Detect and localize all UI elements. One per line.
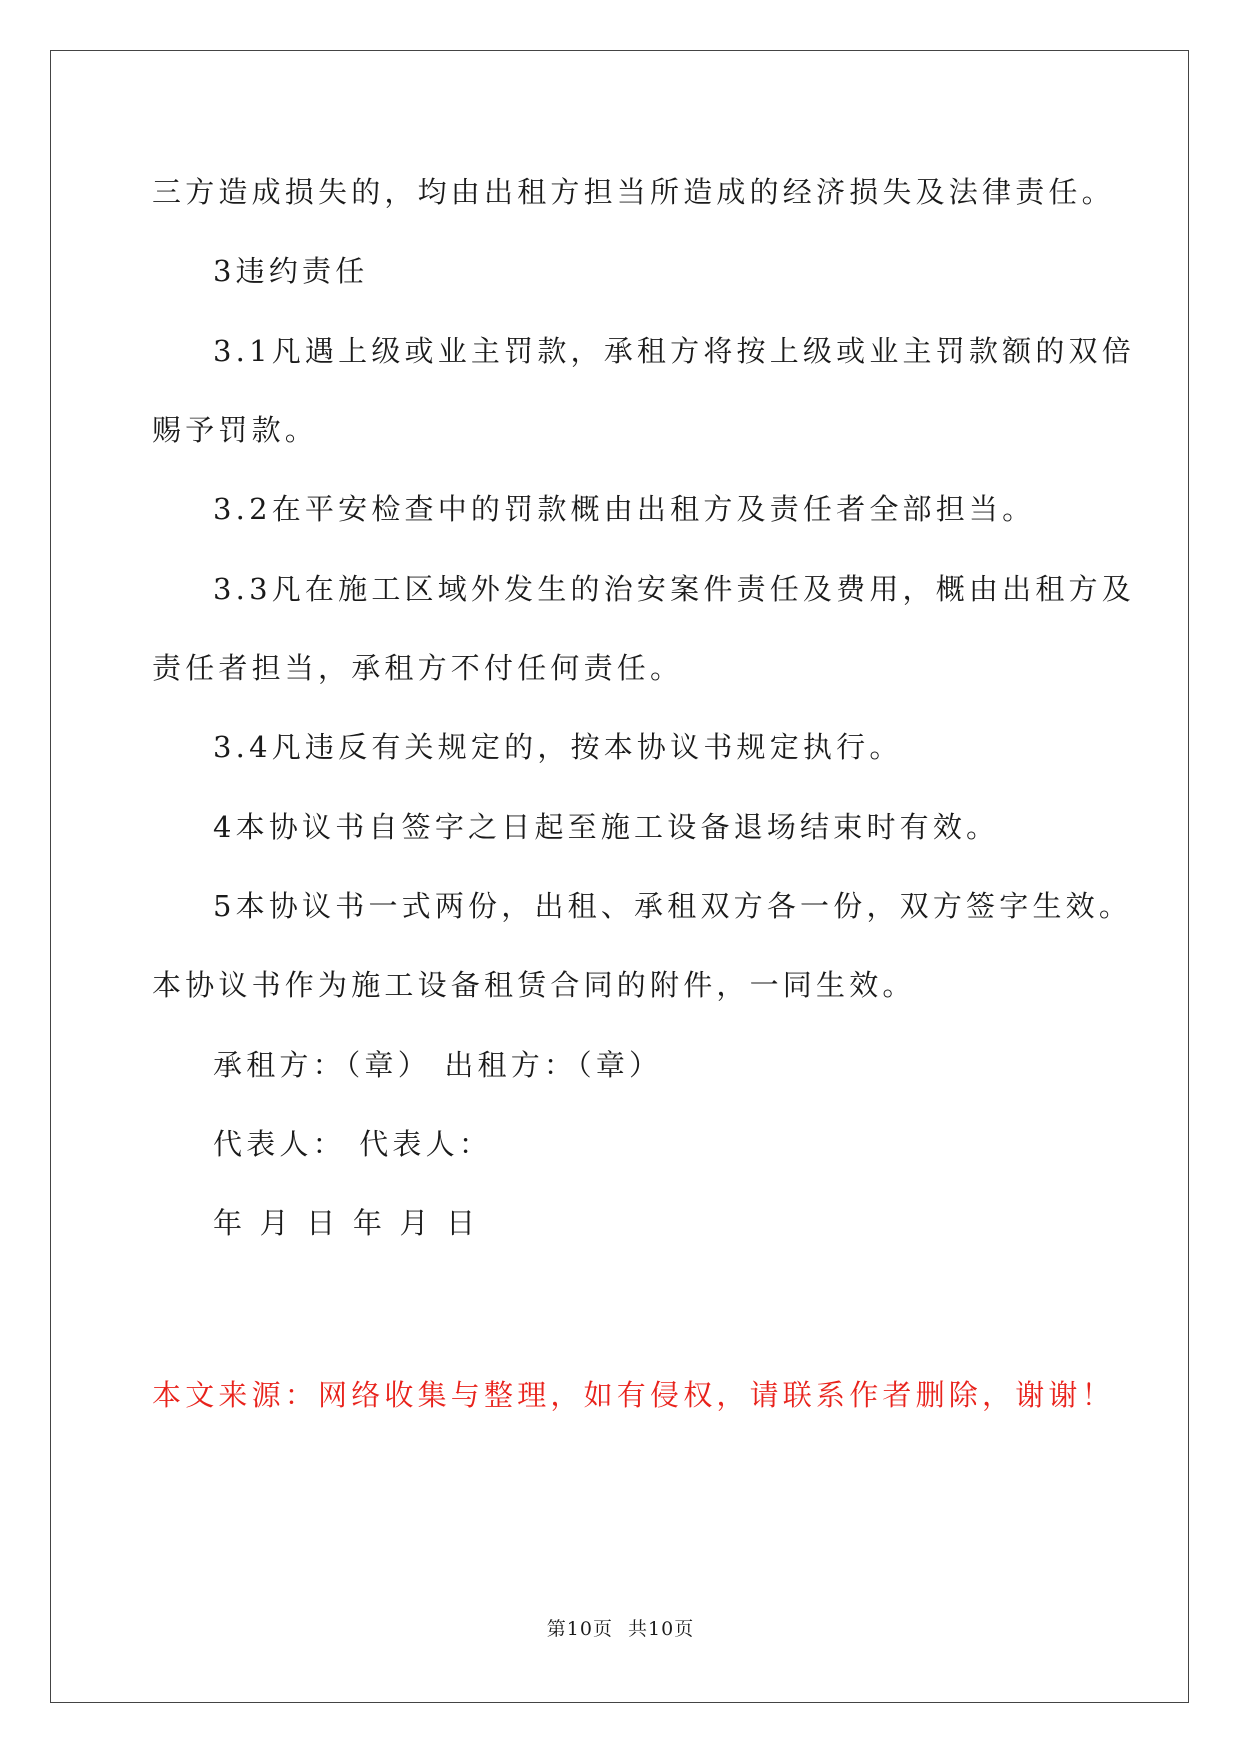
page-border — [50, 50, 1189, 1703]
clause-3-2: 3.2在平安检查中的罚款概由出租方及责任者全部担当。 — [213, 492, 1036, 526]
clause-3-1: 3.1凡遇上级或业主罚款，承租方将按上级或业主罚款额的双倍 — [213, 334, 1135, 368]
signature-dates: 年 月 日 年 月 日 — [213, 1206, 480, 1240]
clause-3-3: 3.3凡在施工区域外发生的治安案件责任及费用，概由出租方及 — [213, 572, 1135, 606]
clause-5-continued: 本协议书作为施工设备租赁合同的附件，一同生效。 — [152, 968, 916, 1002]
source-note: 本文来源：网络收集与整理，如有侵权，请联系作者删除，谢谢！ — [152, 1378, 1115, 1412]
body-line-1: 三方造成损失的，均由出租方担当所造成的经济损失及法律责任。 — [152, 175, 1115, 209]
clause-3-1-continued: 赐予罚款。 — [152, 413, 319, 447]
page-number: 第10页 — [546, 1618, 613, 1640]
page-footer — [0, 1614, 1241, 1641]
signature-parties: 承租方：（章） 出租方：（章） — [213, 1048, 663, 1082]
clause-5: 5本协议书一式两份，出租、承租双方各一份，双方签字生效。 — [213, 889, 1133, 923]
clause-4: 4本协议书自签字之日起至施工设备退场结束时有效。 — [213, 810, 1000, 844]
clause-3-3-continued: 责任者担当，承租方不付任何责任。 — [152, 651, 684, 685]
section-heading-breach: 3违约责任 — [213, 254, 369, 288]
signature-representatives: 代表人： 代表人： — [213, 1127, 493, 1161]
page-total: 共10页 — [628, 1618, 695, 1640]
clause-3-4: 3.4凡违反有关规定的，按本协议书规定执行。 — [213, 730, 903, 764]
